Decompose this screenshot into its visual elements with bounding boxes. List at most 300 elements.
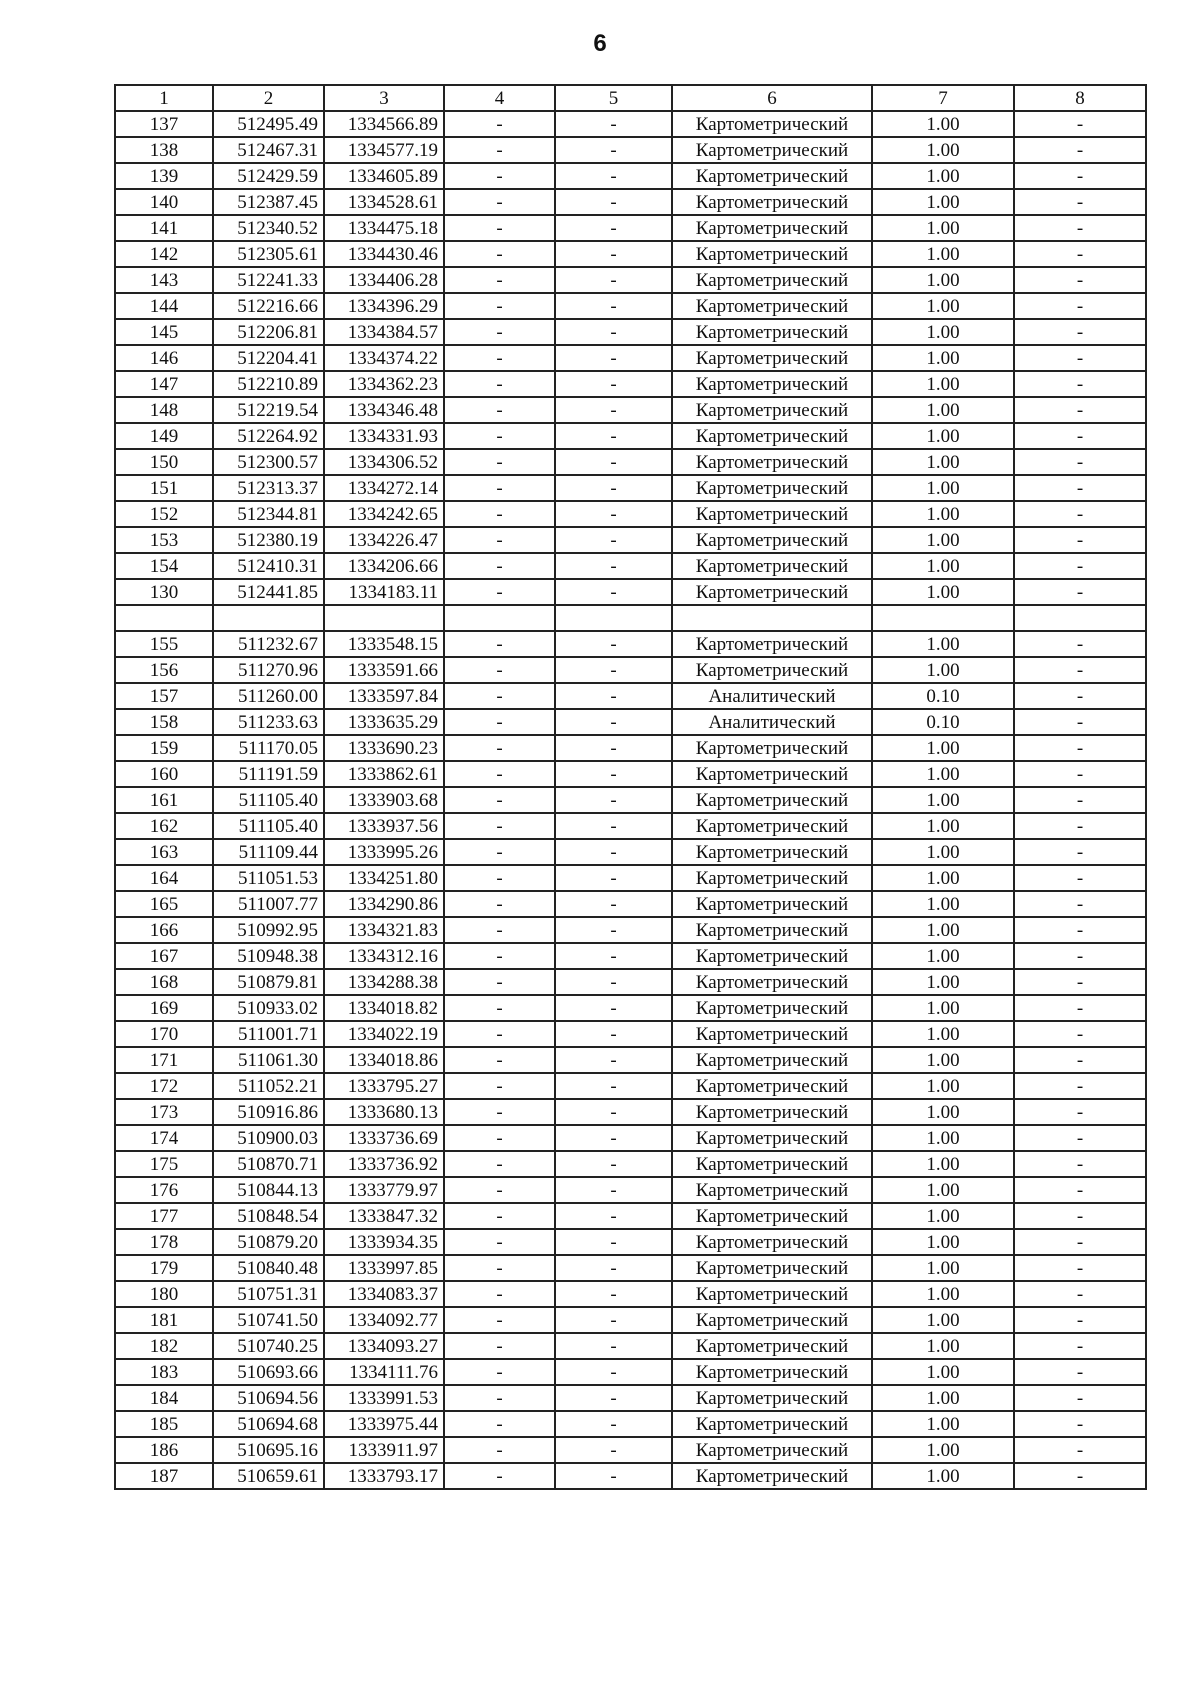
- accuracy-cell: 1.00: [872, 735, 1014, 761]
- col4-cell: -: [444, 423, 555, 449]
- coord-y-cell: 1333911.97: [324, 1437, 444, 1463]
- coord-y-cell: 1334321.83: [324, 917, 444, 943]
- table-row: [115, 787, 1146, 813]
- table-row: [115, 1125, 1146, 1151]
- point-number-cell: 150: [115, 449, 213, 475]
- col5-cell: -: [555, 1229, 672, 1255]
- col5-cell: -: [555, 1151, 672, 1177]
- col4-cell: -: [444, 189, 555, 215]
- col8-cell: -: [1014, 1229, 1146, 1255]
- col5-cell: -: [555, 137, 672, 163]
- col8-cell: -: [1014, 163, 1146, 189]
- col5-cell: -: [555, 1073, 672, 1099]
- col5-cell: -: [555, 1125, 672, 1151]
- header-cell: 5: [555, 85, 672, 111]
- table-header-row: [115, 85, 1146, 111]
- table-row: [115, 1229, 1146, 1255]
- col8-cell: -: [1014, 631, 1146, 657]
- col8-cell: -: [1014, 475, 1146, 501]
- coord-y-cell: 1333795.27: [324, 1073, 444, 1099]
- col5-cell: -: [555, 475, 672, 501]
- coord-y-cell: 1333690.23: [324, 735, 444, 761]
- coord-y-cell: 1334362.23: [324, 371, 444, 397]
- coord-y-cell: 1333995.26: [324, 839, 444, 865]
- method-cell: Картометрический: [672, 1203, 872, 1229]
- accuracy-cell: 1.00: [872, 1073, 1014, 1099]
- coord-y-cell: 1333934.35: [324, 1229, 444, 1255]
- coord-x-cell: 512210.89: [213, 371, 324, 397]
- table-row: [115, 1333, 1146, 1359]
- col4-cell: -: [444, 553, 555, 579]
- col8-cell: -: [1014, 1203, 1146, 1229]
- coord-y-cell: 1334290.86: [324, 891, 444, 917]
- point-number-cell: 184: [115, 1385, 213, 1411]
- col4-cell: [444, 605, 555, 631]
- col8-cell: -: [1014, 1177, 1146, 1203]
- point-number-cell: 148: [115, 397, 213, 423]
- coord-y-cell: 1334183.11: [324, 579, 444, 605]
- col8-cell: -: [1014, 1125, 1146, 1151]
- table-row: [115, 1073, 1146, 1099]
- point-number-cell: 142: [115, 241, 213, 267]
- col5-cell: -: [555, 735, 672, 761]
- point-number-cell: 174: [115, 1125, 213, 1151]
- accuracy-cell: 1.00: [872, 319, 1014, 345]
- accuracy-cell: 0.10: [872, 683, 1014, 709]
- coord-x-cell: 510840.48: [213, 1255, 324, 1281]
- col8-cell: -: [1014, 813, 1146, 839]
- accuracy-cell: 1.00: [872, 657, 1014, 683]
- coord-y-cell: 1334430.46: [324, 241, 444, 267]
- coord-y-cell: 1334022.19: [324, 1021, 444, 1047]
- col8-cell: -: [1014, 683, 1146, 709]
- method-cell: Картометрический: [672, 501, 872, 527]
- method-cell: Картометрический: [672, 293, 872, 319]
- table-row: [115, 1307, 1146, 1333]
- col5-cell: -: [555, 1463, 672, 1489]
- table-row: [115, 241, 1146, 267]
- col8-cell: -: [1014, 553, 1146, 579]
- col8-cell: -: [1014, 215, 1146, 241]
- coord-x-cell: 511001.71: [213, 1021, 324, 1047]
- coord-x-cell: 510694.56: [213, 1385, 324, 1411]
- coord-y-cell: 1334384.57: [324, 319, 444, 345]
- col4-cell: -: [444, 215, 555, 241]
- coord-y-cell: 1334226.47: [324, 527, 444, 553]
- col8-cell: -: [1014, 969, 1146, 995]
- col4-cell: -: [444, 163, 555, 189]
- point-number-cell: 152: [115, 501, 213, 527]
- col4-cell: -: [444, 917, 555, 943]
- point-number-cell: 141: [115, 215, 213, 241]
- col8-cell: -: [1014, 1359, 1146, 1385]
- col4-cell: -: [444, 293, 555, 319]
- point-number-cell: 161: [115, 787, 213, 813]
- table-row: [115, 449, 1146, 475]
- point-number-cell: 186: [115, 1437, 213, 1463]
- method-cell: Картометрический: [672, 1099, 872, 1125]
- col5-cell: -: [555, 1099, 672, 1125]
- col4-cell: -: [444, 1099, 555, 1125]
- col5-cell: -: [555, 995, 672, 1021]
- point-number-cell: 155: [115, 631, 213, 657]
- table-row: [115, 1203, 1146, 1229]
- coord-y-cell: 1334331.93: [324, 423, 444, 449]
- coord-y-cell: 1333597.84: [324, 683, 444, 709]
- method-cell: Картометрический: [672, 735, 872, 761]
- col8-cell: -: [1014, 397, 1146, 423]
- accuracy-cell: 1.00: [872, 1307, 1014, 1333]
- coord-x-cell: 511105.40: [213, 787, 324, 813]
- table-row: [115, 865, 1146, 891]
- table-row: [115, 605, 1146, 631]
- col4-cell: -: [444, 1463, 555, 1489]
- point-number-cell: 175: [115, 1151, 213, 1177]
- col5-cell: -: [555, 839, 672, 865]
- col5-cell: [555, 605, 672, 631]
- method-cell: Картометрический: [672, 891, 872, 917]
- method-cell: Картометрический: [672, 839, 872, 865]
- accuracy-cell: 1.00: [872, 839, 1014, 865]
- col4-cell: -: [444, 761, 555, 787]
- coord-y-cell: 1334346.48: [324, 397, 444, 423]
- accuracy-cell: 1.00: [872, 371, 1014, 397]
- col8-cell: -: [1014, 189, 1146, 215]
- method-cell: Картометрический: [672, 423, 872, 449]
- col8-cell: -: [1014, 943, 1146, 969]
- col5-cell: -: [555, 631, 672, 657]
- accuracy-cell: 1.00: [872, 1411, 1014, 1437]
- accuracy-cell: 1.00: [872, 111, 1014, 137]
- table-row: [115, 527, 1146, 553]
- point-number-cell: 177: [115, 1203, 213, 1229]
- col4-cell: -: [444, 501, 555, 527]
- method-cell: Картометрический: [672, 761, 872, 787]
- method-cell: Картометрический: [672, 787, 872, 813]
- coord-x-cell: 512387.45: [213, 189, 324, 215]
- method-cell: Картометрический: [672, 1021, 872, 1047]
- accuracy-cell: 1.00: [872, 1047, 1014, 1073]
- point-number-cell: 165: [115, 891, 213, 917]
- accuracy-cell: 1.00: [872, 345, 1014, 371]
- coord-y-cell: 1334605.89: [324, 163, 444, 189]
- point-number-cell: 154: [115, 553, 213, 579]
- accuracy-cell: 1.00: [872, 215, 1014, 241]
- coord-y-cell: 1333793.17: [324, 1463, 444, 1489]
- point-number-cell: 176: [115, 1177, 213, 1203]
- coord-y-cell: 1333862.61: [324, 761, 444, 787]
- coord-y-cell: 1333736.69: [324, 1125, 444, 1151]
- method-cell: Картометрический: [672, 917, 872, 943]
- method-cell: Картометрический: [672, 111, 872, 137]
- accuracy-cell: 1.00: [872, 631, 1014, 657]
- point-number-cell: 183: [115, 1359, 213, 1385]
- coord-y-cell: 1333591.66: [324, 657, 444, 683]
- col5-cell: -: [555, 579, 672, 605]
- point-number-cell: 180: [115, 1281, 213, 1307]
- coord-x-cell: 510741.50: [213, 1307, 324, 1333]
- col8-cell: -: [1014, 137, 1146, 163]
- point-number-cell: 185: [115, 1411, 213, 1437]
- coord-y-cell: 1333779.97: [324, 1177, 444, 1203]
- col4-cell: -: [444, 1359, 555, 1385]
- accuracy-cell: 1.00: [872, 1255, 1014, 1281]
- method-cell: Картометрический: [672, 553, 872, 579]
- coord-x-cell: 512340.52: [213, 215, 324, 241]
- table-row: [115, 579, 1146, 605]
- accuracy-cell: 1.00: [872, 241, 1014, 267]
- point-number-cell: 130: [115, 579, 213, 605]
- coord-y-cell: 1333903.68: [324, 787, 444, 813]
- table-row: [115, 1385, 1146, 1411]
- point-number-cell: 147: [115, 371, 213, 397]
- col4-cell: -: [444, 943, 555, 969]
- col8-cell: -: [1014, 891, 1146, 917]
- table-row: [115, 1359, 1146, 1385]
- point-number-cell: 160: [115, 761, 213, 787]
- col8-cell: -: [1014, 839, 1146, 865]
- col8-cell: -: [1014, 761, 1146, 787]
- coord-y-cell: 1334018.82: [324, 995, 444, 1021]
- col4-cell: -: [444, 709, 555, 735]
- coord-y-cell: 1334092.77: [324, 1307, 444, 1333]
- coord-x-cell: 512204.41: [213, 345, 324, 371]
- col4-cell: -: [444, 1385, 555, 1411]
- col8-cell: -: [1014, 345, 1146, 371]
- point-number-cell: 138: [115, 137, 213, 163]
- table-row: [115, 163, 1146, 189]
- coord-x-cell: 512300.57: [213, 449, 324, 475]
- accuracy-cell: 1.00: [872, 1229, 1014, 1255]
- col5-cell: -: [555, 969, 672, 995]
- table-row: [115, 657, 1146, 683]
- col8-cell: -: [1014, 1073, 1146, 1099]
- col5-cell: -: [555, 865, 672, 891]
- point-number-cell: 172: [115, 1073, 213, 1099]
- header-cell: 7: [872, 85, 1014, 111]
- col5-cell: -: [555, 111, 672, 137]
- col8-cell: -: [1014, 1437, 1146, 1463]
- coord-x-cell: 511007.77: [213, 891, 324, 917]
- col4-cell: -: [444, 1411, 555, 1437]
- header-cell: 6: [672, 85, 872, 111]
- col4-cell: -: [444, 1203, 555, 1229]
- accuracy-cell: 1.00: [872, 1099, 1014, 1125]
- col4-cell: -: [444, 1125, 555, 1151]
- col8-cell: -: [1014, 1333, 1146, 1359]
- coord-x-cell: 510693.66: [213, 1359, 324, 1385]
- coord-x-cell: 512219.54: [213, 397, 324, 423]
- point-number-cell: 168: [115, 969, 213, 995]
- table-row: [115, 1021, 1146, 1047]
- accuracy-cell: 1.00: [872, 579, 1014, 605]
- method-cell: Картометрический: [672, 1073, 872, 1099]
- accuracy-cell: 1.00: [872, 917, 1014, 943]
- col4-cell: -: [444, 241, 555, 267]
- col5-cell: -: [555, 1177, 672, 1203]
- method-cell: Аналитический: [672, 683, 872, 709]
- col5-cell: -: [555, 1203, 672, 1229]
- point-number-cell: 173: [115, 1099, 213, 1125]
- method-cell: Картометрический: [672, 449, 872, 475]
- col8-cell: -: [1014, 1385, 1146, 1411]
- col4-cell: -: [444, 111, 555, 137]
- coord-x-cell: 512241.33: [213, 267, 324, 293]
- method-cell: Картометрический: [672, 1151, 872, 1177]
- method-cell: Картометрический: [672, 969, 872, 995]
- col8-cell: -: [1014, 371, 1146, 397]
- col8-cell: -: [1014, 917, 1146, 943]
- method-cell: [672, 605, 872, 631]
- point-number-cell: 146: [115, 345, 213, 371]
- method-cell: Картометрический: [672, 1307, 872, 1333]
- coord-y-cell: 1334577.19: [324, 137, 444, 163]
- col5-cell: -: [555, 163, 672, 189]
- coord-y-cell: 1334406.28: [324, 267, 444, 293]
- accuracy-cell: 1.00: [872, 189, 1014, 215]
- method-cell: Картометрический: [672, 1385, 872, 1411]
- coord-x-cell: 510933.02: [213, 995, 324, 1021]
- col4-cell: -: [444, 839, 555, 865]
- table-row: [115, 319, 1146, 345]
- coord-y-cell: 1333635.29: [324, 709, 444, 735]
- accuracy-cell: 1.00: [872, 267, 1014, 293]
- accuracy-cell: 1.00: [872, 475, 1014, 501]
- point-number-cell: 170: [115, 1021, 213, 1047]
- table-row: [115, 553, 1146, 579]
- col8-cell: -: [1014, 111, 1146, 137]
- coord-x-cell: 511052.21: [213, 1073, 324, 1099]
- col4-cell: -: [444, 1151, 555, 1177]
- coord-x-cell: 512380.19: [213, 527, 324, 553]
- method-cell: Картометрический: [672, 345, 872, 371]
- table-row: [115, 1411, 1146, 1437]
- accuracy-cell: 1.00: [872, 943, 1014, 969]
- point-number-cell: 166: [115, 917, 213, 943]
- point-number-cell: 167: [115, 943, 213, 969]
- point-number-cell: 153: [115, 527, 213, 553]
- method-cell: Картометрический: [672, 137, 872, 163]
- method-cell: Картометрический: [672, 943, 872, 969]
- accuracy-cell: 1.00: [872, 527, 1014, 553]
- coord-y-cell: 1333548.15: [324, 631, 444, 657]
- col8-cell: -: [1014, 241, 1146, 267]
- col4-cell: -: [444, 1255, 555, 1281]
- coord-y-cell: 1334288.38: [324, 969, 444, 995]
- table-row: [115, 1099, 1146, 1125]
- accuracy-cell: 1.00: [872, 397, 1014, 423]
- col4-cell: -: [444, 813, 555, 839]
- coord-x-cell: 510900.03: [213, 1125, 324, 1151]
- point-number-cell: 145: [115, 319, 213, 345]
- col8-cell: -: [1014, 787, 1146, 813]
- method-cell: Картометрический: [672, 1463, 872, 1489]
- table-row: [115, 839, 1146, 865]
- col5-cell: -: [555, 1411, 672, 1437]
- coord-x-cell: 510879.81: [213, 969, 324, 995]
- coord-x-cell: 510992.95: [213, 917, 324, 943]
- table-row: [115, 215, 1146, 241]
- method-cell: Аналитический: [672, 709, 872, 735]
- col5-cell: -: [555, 813, 672, 839]
- point-number-cell: [115, 605, 213, 631]
- col4-cell: -: [444, 475, 555, 501]
- method-cell: Картометрический: [672, 865, 872, 891]
- accuracy-cell: 1.00: [872, 1177, 1014, 1203]
- col5-cell: -: [555, 657, 672, 683]
- col5-cell: -: [555, 1385, 672, 1411]
- col4-cell: -: [444, 787, 555, 813]
- coord-y-cell: 1334206.66: [324, 553, 444, 579]
- col8-cell: -: [1014, 1021, 1146, 1047]
- col4-cell: -: [444, 1333, 555, 1359]
- point-number-cell: 162: [115, 813, 213, 839]
- method-cell: Картометрический: [672, 163, 872, 189]
- method-cell: Картометрический: [672, 1333, 872, 1359]
- coord-y-cell: 1334242.65: [324, 501, 444, 527]
- coord-x-cell: 511051.53: [213, 865, 324, 891]
- col4-cell: -: [444, 1437, 555, 1463]
- point-number-cell: 159: [115, 735, 213, 761]
- col8-cell: [1014, 605, 1146, 631]
- accuracy-cell: 1.00: [872, 995, 1014, 1021]
- table-row: [115, 735, 1146, 761]
- point-number-cell: 179: [115, 1255, 213, 1281]
- col4-cell: -: [444, 1281, 555, 1307]
- col8-cell: -: [1014, 579, 1146, 605]
- table-row: [115, 475, 1146, 501]
- coord-x-cell: 510948.38: [213, 943, 324, 969]
- col5-cell: -: [555, 1281, 672, 1307]
- page-number: 6: [593, 30, 607, 57]
- coord-x-cell: 511109.44: [213, 839, 324, 865]
- table-row: [115, 709, 1146, 735]
- table-row: [115, 501, 1146, 527]
- accuracy-cell: 1.00: [872, 1385, 1014, 1411]
- coord-x-cell: 510848.54: [213, 1203, 324, 1229]
- table-row: [115, 1463, 1146, 1489]
- col8-cell: -: [1014, 1047, 1146, 1073]
- accuracy-cell: 1.00: [872, 1281, 1014, 1307]
- method-cell: Картометрический: [672, 1047, 872, 1073]
- coord-y-cell: 1333997.85: [324, 1255, 444, 1281]
- coord-x-cell: 511105.40: [213, 813, 324, 839]
- col5-cell: -: [555, 943, 672, 969]
- coord-x-cell: 510740.25: [213, 1333, 324, 1359]
- col8-cell: -: [1014, 293, 1146, 319]
- col5-cell: -: [555, 1255, 672, 1281]
- col4-cell: -: [444, 1047, 555, 1073]
- accuracy-cell: 1.00: [872, 1125, 1014, 1151]
- col4-cell: -: [444, 1073, 555, 1099]
- method-cell: Картометрический: [672, 813, 872, 839]
- col4-cell: -: [444, 371, 555, 397]
- col4-cell: -: [444, 969, 555, 995]
- method-cell: Картометрический: [672, 631, 872, 657]
- col5-cell: -: [555, 761, 672, 787]
- coordinates-table: [114, 84, 1147, 1490]
- coord-x-cell: 510870.71: [213, 1151, 324, 1177]
- table-row: [115, 1177, 1146, 1203]
- col8-cell: -: [1014, 527, 1146, 553]
- table-body: [115, 85, 1146, 1489]
- accuracy-cell: 1.00: [872, 1437, 1014, 1463]
- method-cell: Картометрический: [672, 241, 872, 267]
- point-number-cell: 169: [115, 995, 213, 1021]
- col5-cell: -: [555, 319, 672, 345]
- col8-cell: -: [1014, 709, 1146, 735]
- point-number-cell: 158: [115, 709, 213, 735]
